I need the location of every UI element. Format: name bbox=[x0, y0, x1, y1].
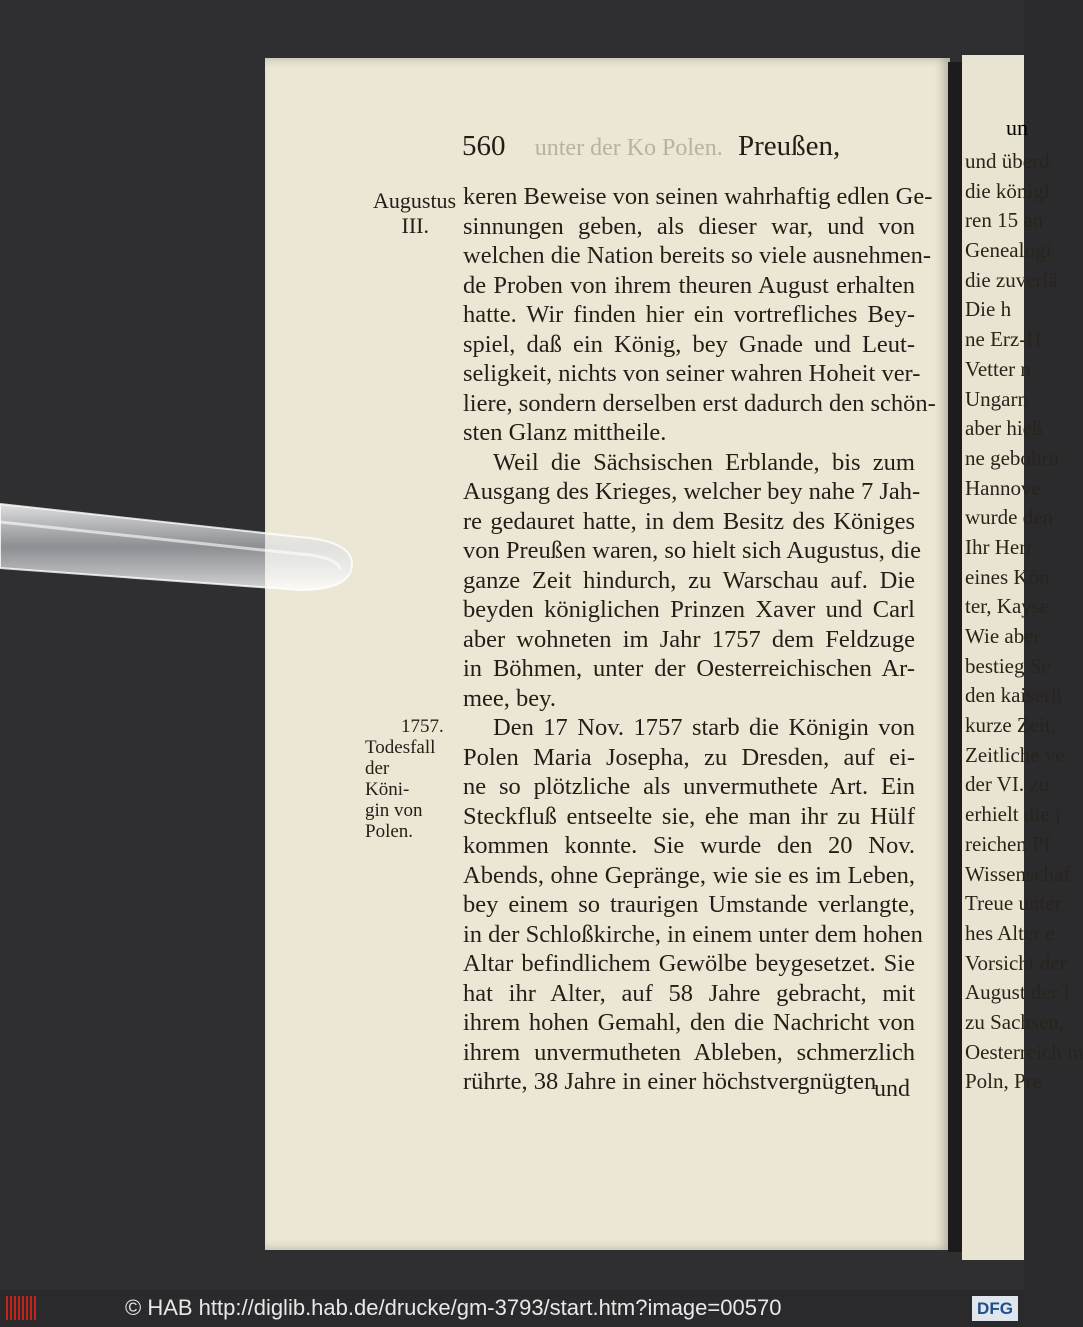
text-line: Abends, ohne Gepränge, wie sie es im Leben, bbox=[463, 861, 915, 889]
dfg-logo-icon: DFG bbox=[972, 1296, 1018, 1321]
text-line: ihrem hohen Gemahl, den die Nachricht von bbox=[463, 1009, 915, 1036]
margin-note-line: 1757. bbox=[401, 716, 444, 737]
margin-note-augustus bbox=[373, 188, 457, 238]
text-line: Steckfluß entseelte sie, ehe man ihr zu Hülf bbox=[463, 802, 915, 830]
next-page-line: den kaiserli bbox=[965, 683, 1063, 708]
next-page-line: ne Erz-H bbox=[965, 327, 1042, 352]
margin-note-line: III. bbox=[401, 213, 429, 238]
margin-note-line: Polen. bbox=[365, 821, 414, 842]
text-line: rührte, 38 Jahre in einer höchstvergnügten bbox=[463, 1068, 877, 1095]
margin-note-line: Todesfall bbox=[365, 737, 436, 758]
text-line: hat ihr Alter, auf 58 Jahre gebracht, mit bbox=[463, 979, 915, 1007]
text-line: spiel, daß ein König, bey Gnade und Leut- bbox=[463, 330, 915, 358]
next-page-lines bbox=[962, 147, 1083, 1097]
text-line: beyden königlichen Prinzen Xaver und Carl bbox=[463, 596, 915, 623]
text-line: welchen die Nation bereits so viele ausnehmen- bbox=[463, 242, 932, 269]
next-page-line: die zuverlä bbox=[965, 267, 1058, 292]
text-line: keren Beweise von seinen wahrhaftig edlen Ge- bbox=[463, 183, 933, 210]
text-line: sten Glanz mittheile. bbox=[463, 419, 667, 446]
next-page-line: und überd bbox=[965, 149, 1050, 173]
next-page-line: Zeitliche ve bbox=[965, 742, 1065, 767]
margin-note-todesfall bbox=[365, 716, 444, 842]
next-page-line: die königl bbox=[965, 178, 1050, 203]
catchword: und bbox=[874, 1076, 910, 1102]
next-page-line: aber hieß bbox=[965, 416, 1043, 441]
next-page-fragment bbox=[962, 55, 1083, 1260]
text-line: ganze Zeit hindurch, zu Warschau auf. Die bbox=[463, 566, 915, 594]
next-page-line: Ungarn bbox=[965, 386, 1028, 411]
text-line: Ausgang des Krieges, welcher bey nahe 7 Jah- bbox=[463, 478, 921, 505]
footer-bar bbox=[0, 1290, 1024, 1327]
text-line: mee, bey. bbox=[463, 684, 556, 712]
next-page-line: Die h bbox=[965, 297, 1012, 322]
body-text bbox=[463, 182, 936, 1097]
next-page-line: Vetter n bbox=[965, 356, 1031, 381]
next-page-line: Poln, Pre bbox=[965, 1069, 1043, 1094]
next-page-line: reichen Pf bbox=[965, 831, 1051, 856]
text-line: sinnungen geben, als dieser war, und von bbox=[463, 212, 915, 240]
running-title: Preußen, bbox=[737, 130, 841, 162]
next-page-line: Wissenschaf bbox=[965, 861, 1071, 886]
next-page-line: hes Alter e bbox=[965, 920, 1055, 945]
margin-note-line: der Köni- bbox=[365, 758, 410, 800]
text-line: liere, sondern derselben erst dadurch den schön- bbox=[463, 389, 936, 417]
next-page-head: un bbox=[1006, 115, 1028, 140]
next-page-line: Treue unter bbox=[965, 891, 1062, 916]
next-page-line: ter, Kayse bbox=[965, 594, 1050, 619]
source-credit-link[interactable]: © HAB http://diglib.hab.de/drucke/gm-3793/start.htm?image=00570 bbox=[125, 1295, 782, 1320]
transparent-page-holder bbox=[0, 482, 360, 600]
text-line: kommen konnte. Sie wurde den 20 Nov. bbox=[463, 832, 915, 859]
text-line: de Proben von ihrem theuren August erhalten bbox=[463, 271, 915, 299]
next-page-line: Vorsicht der bbox=[965, 950, 1067, 975]
next-page-line: Ihr Herr bbox=[965, 534, 1034, 559]
next-page-line: eines Kön bbox=[965, 564, 1050, 589]
text-line: in der Schloßkirche, in einem unter dem hohen bbox=[463, 920, 923, 948]
next-page-line: wurde den bbox=[965, 505, 1054, 530]
text-line: aber wohneten im Jahr 1757 dem Feldzuge bbox=[463, 625, 915, 653]
page-gutter bbox=[948, 62, 962, 1252]
next-page-line: kurze Zeit, bbox=[965, 713, 1056, 738]
page-number: 560 bbox=[462, 130, 506, 162]
text-line: re gedauret hatte, in dem Besitz des Königes bbox=[463, 507, 915, 535]
next-page-line: Hannove bbox=[965, 475, 1041, 500]
text-line: Weil die Sächsischen Erblande, bis zum bbox=[493, 448, 915, 476]
running-header bbox=[462, 130, 840, 163]
next-page-line: August der I bbox=[965, 980, 1070, 1005]
text-line: ne so plötzliche als unvermuthete Art. Ein bbox=[463, 773, 915, 800]
show-through-text: unter der Ko Polen. bbox=[534, 135, 723, 161]
next-page-line: ne gebohrn bbox=[965, 445, 1059, 470]
text-line: Den 17 Nov. 1757 starb die Königin von bbox=[493, 714, 915, 741]
text-line: in Böhmen, unter der Oesterreichischen Ar- bbox=[463, 655, 915, 682]
text-line: von Preußen waren, so hielt sich Augustus, die bbox=[463, 537, 921, 564]
text-line: ihrem unvermutheten Ableben, schmerzlich bbox=[463, 1038, 915, 1066]
next-page-line: der VI. zu bbox=[965, 772, 1050, 797]
next-page-line: Oesterreich in bbox=[965, 1039, 1083, 1064]
margin-note-line: Augustus bbox=[373, 188, 457, 213]
text-line: hatte. Wir finden hier ein vortrefliches Bey- bbox=[463, 301, 915, 328]
next-page-line: erhielt die j bbox=[965, 802, 1061, 827]
margin-note-line: gin von bbox=[365, 800, 423, 821]
text-line: Altar befindlichem Gewölbe beygesetzet. Sie bbox=[463, 950, 915, 977]
text-line: Polen Maria Josepha, zu Dresden, auf ei- bbox=[463, 743, 915, 771]
next-page-line: zu Sachsen, bbox=[965, 1009, 1065, 1034]
next-page-line: Wie aber bbox=[965, 624, 1041, 648]
text-line: bey einem so traurigen Umstande verlangte, bbox=[463, 891, 915, 918]
text-line: seligkeit, nichts von seiner wahren Hoheit ver- bbox=[463, 360, 921, 387]
hab-logo-icon bbox=[6, 1296, 42, 1322]
next-page-line: bestieg Se bbox=[965, 653, 1051, 678]
next-page-line: ren 15 an bbox=[965, 208, 1044, 233]
next-page-line: Genealogi bbox=[965, 238, 1052, 263]
